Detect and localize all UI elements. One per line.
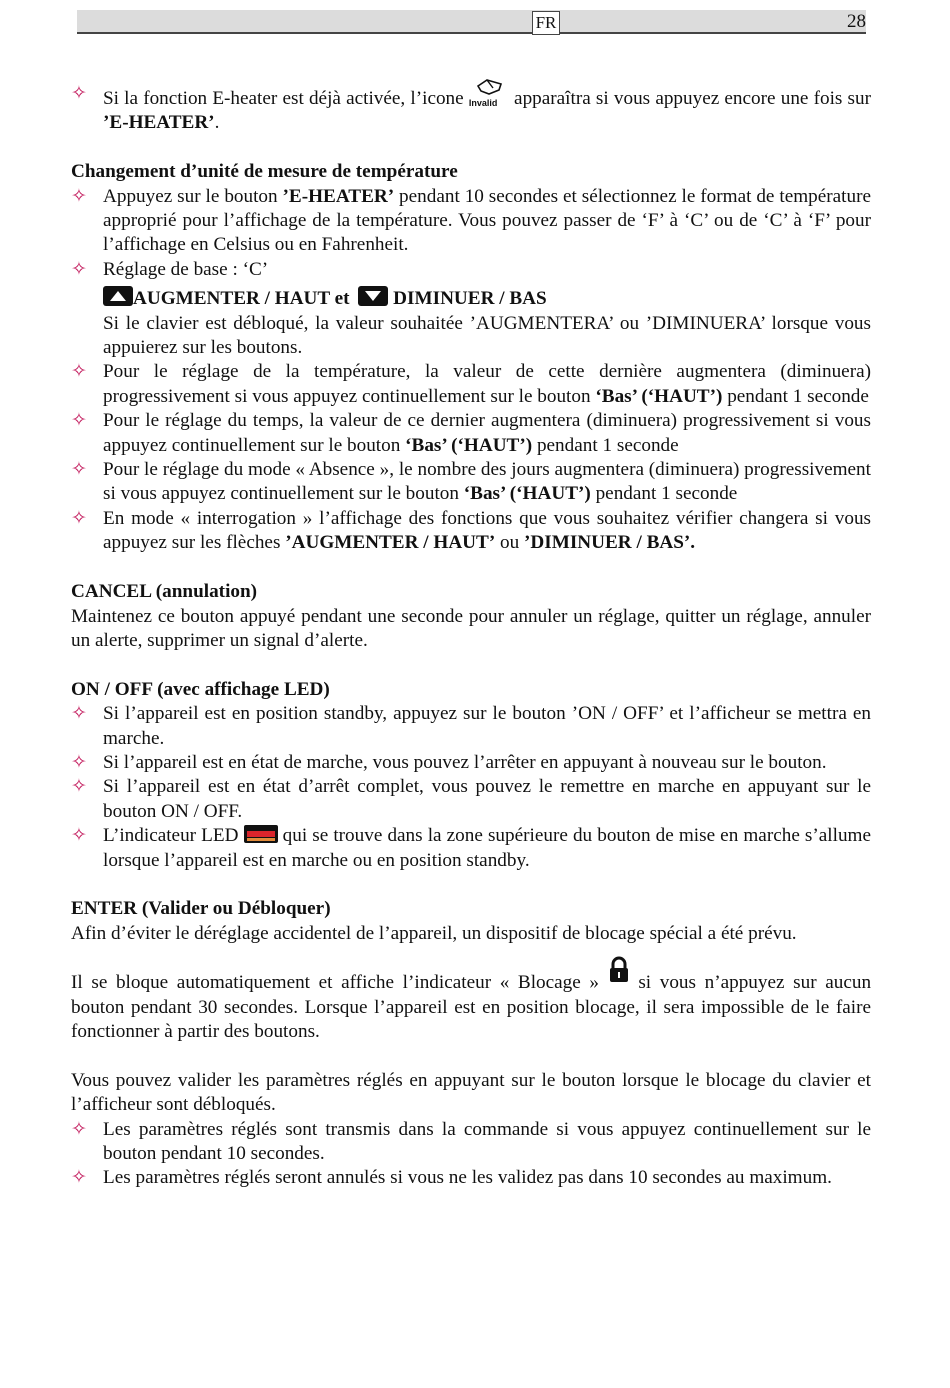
star-bullet-icon: ✧ xyxy=(71,185,87,207)
list-item: ✧ Pour le réglage de la température, la valeur de cette dernière augmentera (diminuera) progressivement si vous appuyez continuellement sur le bouton ‘Bas’ (‘HAUT’) pendant 1 seconde xyxy=(71,361,871,407)
section-heading-cancel: CANCEL (annulation) xyxy=(71,581,258,603)
list-item: ✧ Si la fonction E-heater est déjà activée, l’icone Invalid apparaîtra si vous appuyez encore une fois sur ’E-HEATER’. xyxy=(71,82,871,136)
updown-description: Si le clavier est débloqué, la valeur souhaitée ’AUGMENTERA’ ou ’DIMINUERA’ lorsque vous appuierez sur les boutons. xyxy=(103,312,871,359)
star-bullet-icon: ✧ xyxy=(71,459,87,481)
list-item: ✧ Si l’appareil est en état d’arrêt complet, vous pouvez le remettre en marche en appuyant sur le bouton ON / OFF. xyxy=(71,776,871,822)
up-arrow-key-icon xyxy=(103,286,133,306)
enter-paragraph-2: Il se bloque automatiquement et affiche l’indicateur « Blocage » si vous n’appuyez sur aucun bouton pendant 30 secondes. Lorsque l’appareil est en position blocage, il sera impossible de le faire fonctionner à partir des boutons. xyxy=(71,956,871,1044)
down-arrow-key-icon xyxy=(358,286,388,306)
star-bullet-icon: ✧ xyxy=(71,1118,87,1140)
star-bullet-icon: ✧ xyxy=(71,83,87,104)
header-bar xyxy=(77,10,866,34)
star-bullet-icon: ✧ xyxy=(71,825,87,847)
star-bullet-icon: ✧ xyxy=(71,258,87,280)
language-badge: FR xyxy=(532,11,560,35)
text: Si la fonction E-heater est déjà activée, l’icone xyxy=(103,88,464,109)
cancel-text: Maintenez ce bouton appuyé pendant une seconde pour annuler un réglage, quitter un réglage, annuler un alerte, supprimer un signal d’alerte. xyxy=(71,605,871,651)
list-item: ✧ Les paramètres réglés seront annulés si vous ne les validez pas dans 10 secondes au maximum. xyxy=(71,1166,871,1190)
bold-text: ’E-HEATER’ xyxy=(103,112,215,134)
padlock-icon xyxy=(608,956,630,984)
page-number: 28 xyxy=(847,11,866,32)
enter-paragraph-3: Vous pouvez valider les paramètres réglés en appuyant sur le bouton lorsque le blocage du clavier et l’afficheur sont débloqués. xyxy=(71,1069,871,1116)
led-indicator-icon xyxy=(244,825,278,843)
list-item: ✧ Pour le réglage du temps, la valeur de ce dernier augmentera (diminuera) progressivement si vous appuyez continuellement sur le bouton ‘Bas’ (‘HAUT’) pendant 1 seconde xyxy=(71,410,871,456)
list-item: ✧ Les paramètres réglés sont transmis dans la commande si vous appuyez continuellement sur le bouton pendant 10 secondes. xyxy=(71,1118,871,1164)
enter-paragraph-1: Afin d’éviter le déréglage accidentel de l’appareil, un dispositif de blocage spécial a été prévu. xyxy=(71,922,797,944)
star-bullet-icon: ✧ xyxy=(71,1167,87,1189)
list-item: ✧ L’indicateur LED qui se trouve dans la zone supérieure du bouton de mise en marche s’allume lorsque l’appareil est en marche ou en position standby. xyxy=(71,825,871,871)
star-bullet-icon: ✧ xyxy=(71,410,87,432)
section-heading-temperature-unit: Changement d’unité de mesure de température xyxy=(71,161,458,183)
star-bullet-icon: ✧ xyxy=(71,751,87,773)
star-bullet-icon: ✧ xyxy=(71,703,87,725)
star-bullet-icon: ✧ xyxy=(71,507,87,529)
section-heading-onoff: ON / OFF (avec affichage LED) xyxy=(71,678,330,700)
list-item: ✧ Pour le réglage du mode « Absence », le nombre des jours augmentera (diminuera) progressivement si vous appuyez continuellement sur le bouton ‘Bas’ (‘HAUT’) pendant 1 seconde xyxy=(71,459,871,505)
star-bullet-icon: ✧ xyxy=(71,776,87,798)
list-item: ✧ Appuyez sur le bouton ’E-HEATER’ pendant 10 secondes et sélectionnez le format de température approprié pour l’affichage de la température. Vous pouvez passer de ‘F’ à ‘C’ ou de ‘C’ à ‘F’ pour l’affichage en Celsius ou en Fahrenheit. xyxy=(71,185,871,256)
list-item: ✧ En mode « interrogation » l’affichage des fonctions que vous souhaitez vérifier changera si vous appuyez sur les flèches ’AUGMENTER / HAUT’ ou ’DIMINUER / BAS’. xyxy=(71,507,871,554)
page-content xyxy=(71,82,871,1191)
list-item: ✧ Si l’appareil est en position standby, appuyez sur le bouton ’ON / OFF’ et l’afficheur se mettra en marche. xyxy=(71,703,871,749)
section-heading-enter: ENTER (Valider ou Débloquer) xyxy=(71,898,331,920)
invalid-hand-icon: Invalid xyxy=(469,82,509,108)
updown-heading: AUGMENTER / HAUT et DIMINUER / BAS xyxy=(71,286,871,311)
text: apparaîtra si vous appuyez encore une fois sur xyxy=(514,88,872,109)
star-bullet-icon: ✧ xyxy=(71,361,87,383)
list-item: ✧ Si l’appareil est en état de marche, vous pouvez l’arrêter en appuyant à nouveau sur le bouton. xyxy=(71,751,871,775)
list-item: ✧ Réglage de base : ‘C’ xyxy=(71,258,871,282)
